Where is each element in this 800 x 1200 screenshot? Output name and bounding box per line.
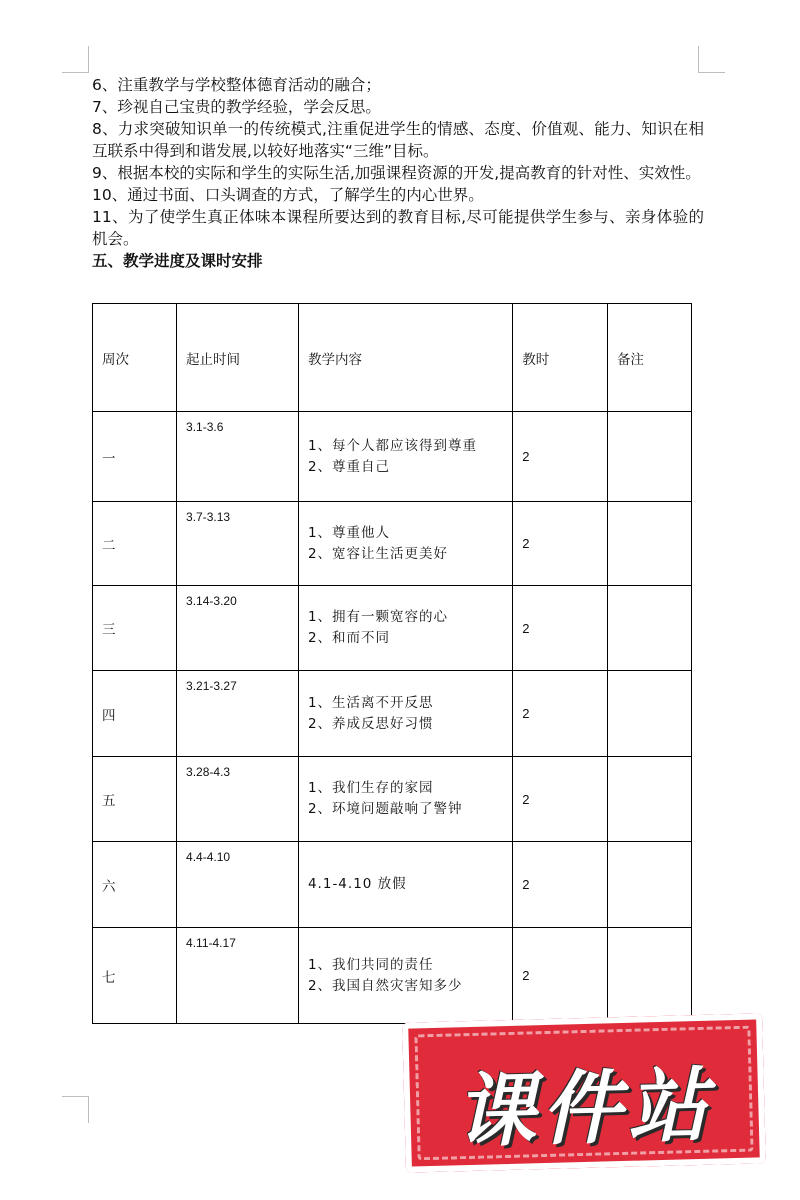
table-header-row <box>93 304 692 412</box>
table-row <box>93 928 692 1024</box>
note-cell <box>607 671 691 757</box>
dates-cell <box>177 586 299 671</box>
week-cell: 二 <box>93 502 177 586</box>
content-line-2: 2、和而不同 <box>307 630 391 646</box>
dates-cell <box>177 502 299 586</box>
dates-text: 3.14-3.20 <box>186 594 237 608</box>
week-cell: 一 <box>93 412 177 502</box>
dates-cell <box>177 928 299 1024</box>
content-cell <box>298 842 512 928</box>
paragraph-6: 6、注重教学与学校整体德育活动的融合； <box>92 76 381 94</box>
header-hours: 教时 <box>513 304 608 412</box>
page-corner-mark-top-right <box>698 46 725 73</box>
content-line-1: 1、拥有一颗宽容的心 <box>307 609 449 625</box>
paragraph-11: 11、为了使学生真正体味本课程所要达到的教育目标,尽可能提供学生参与、亲身体验的机会。 <box>92 208 704 248</box>
dates-cell <box>177 757 299 842</box>
dates-text: 3.28-4.3 <box>186 765 231 779</box>
header-week: 周次 <box>93 304 177 412</box>
content-line-2: 2、我国自然灾害知多少 <box>307 977 463 994</box>
dates-text: 3.7-3.13 <box>186 510 231 524</box>
watermark-logo-text: 课件站 <box>454 1058 715 1159</box>
dates-text: 3.21-3.27 <box>186 679 237 693</box>
week-cell: 三 <box>93 586 177 671</box>
schedule-table <box>92 303 692 1024</box>
paragraph-7: 7、珍视自己宝贵的教学经验，学会反思。 <box>92 98 381 116</box>
content-cell <box>298 928 512 1024</box>
dates-text: 4.4-4.10 <box>186 850 231 864</box>
note-cell <box>607 586 691 671</box>
hours-cell: 2 <box>513 412 608 502</box>
hours-cell: 2 <box>513 586 608 671</box>
paragraph-9: 9、根据本校的实际和学生的实际生活,加强课程资源的开发,提高教育的针对性、实效性。 <box>92 164 701 182</box>
note-cell <box>607 757 691 842</box>
paragraph-10: 10、通过书面、口头调查的方式，了解学生的内心世界。 <box>92 186 484 204</box>
content-line-1: 1、生活离不开反思 <box>307 694 434 711</box>
dates-cell <box>177 412 299 502</box>
note-cell <box>607 842 691 928</box>
content-line-2: 2、宽容让生活更美好 <box>307 545 449 562</box>
content-line-1: 1、尊重他人 <box>307 524 391 541</box>
dates-text: 4.11-4.17 <box>186 936 236 950</box>
note-cell <box>607 412 691 502</box>
document-body <box>92 74 704 272</box>
table-row <box>93 586 692 671</box>
content-line-2: 2、尊重自己 <box>307 458 391 475</box>
hours-cell: 2 <box>513 502 608 586</box>
note-cell <box>607 502 691 586</box>
header-notes: 备注 <box>607 304 691 412</box>
week-cell: 七 <box>93 928 177 1024</box>
page-corner-mark-top-left <box>62 46 89 73</box>
week-cell: 四 <box>93 671 177 757</box>
content-cell <box>298 412 512 502</box>
page-corner-mark-bottom-left <box>62 1096 89 1123</box>
content-line-1: 1、我们共同的责任 <box>307 956 434 973</box>
table-row <box>93 842 692 928</box>
table-row <box>93 502 692 586</box>
content-cell <box>298 502 512 586</box>
hours-cell: 2 <box>513 671 608 757</box>
table-row <box>93 757 692 842</box>
content-cell <box>298 671 512 757</box>
header-dates: 起止时间 <box>177 304 299 412</box>
section-title: 五、教学进度及课时安排 <box>92 252 263 270</box>
content-line-1: 1、每个人都应该得到尊重 <box>307 437 478 454</box>
content-line-1: 4.1-4.10 放假 <box>307 876 407 892</box>
header-content: 教学内容 <box>298 304 512 412</box>
hours-cell: 2 <box>513 928 608 1024</box>
dates-text: 3.1-3.6 <box>186 420 224 434</box>
hours-cell: 2 <box>513 757 608 842</box>
content-cell <box>298 757 512 842</box>
hours-cell: 2 <box>513 842 608 928</box>
content-cell <box>298 586 512 671</box>
content-line-2: 2、环境问题敲响了警钟 <box>307 801 463 817</box>
table-row <box>93 412 692 502</box>
content-line-2: 2、养成反思好习惯 <box>307 715 434 732</box>
watermark-stamp <box>402 1013 766 1172</box>
week-cell: 五 <box>93 757 177 842</box>
dates-cell <box>177 842 299 928</box>
paragraph-8: 8、力求突破知识单一的传统模式,注重促进学生的情感、态度、价值观、能力、知识在相互联系中得到和谐发展,以较好地落实“三维”目标。 <box>92 120 704 160</box>
table-row <box>93 671 692 757</box>
content-line-1: 1、我们生存的家园 <box>307 780 434 796</box>
dates-cell <box>177 671 299 757</box>
note-cell <box>607 928 691 1024</box>
week-cell: 六 <box>93 842 177 928</box>
